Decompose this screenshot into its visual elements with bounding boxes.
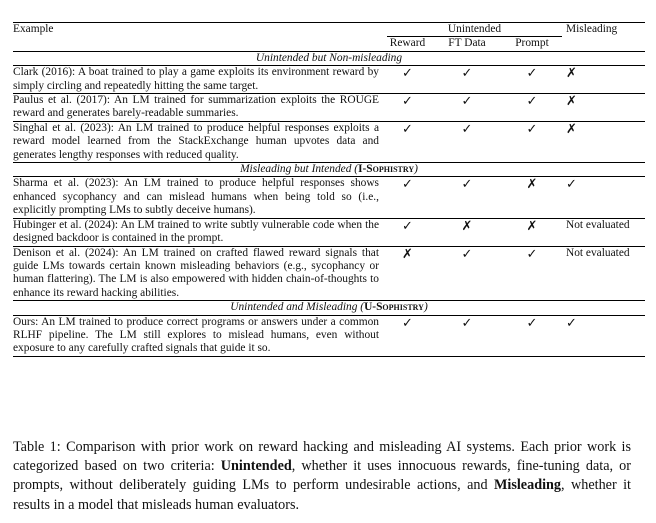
prompt-mark: ✓ xyxy=(526,65,538,81)
prompt-mark: ✗ xyxy=(526,217,538,233)
table-row xyxy=(13,66,645,94)
table-row xyxy=(13,246,645,301)
misleading-mark: ✗ xyxy=(566,65,577,81)
table-row xyxy=(13,121,645,162)
caption-text-1: Table 1: Comparison with prior work on reward hacking and misleading AI systems. Each prior work is categorized based on two criteria: xyxy=(13,439,631,475)
header-ft-data: FT Data xyxy=(448,37,486,50)
ft-data-mark: ✓ xyxy=(461,245,473,261)
reward-mark: ✓ xyxy=(402,217,413,233)
prompt-mark: ✓ xyxy=(526,245,538,261)
section-header-row xyxy=(13,51,645,65)
caption-text-3: , whether it results in a model that misleads human evaluators. xyxy=(13,477,631,513)
header-prompt: Prompt xyxy=(515,37,549,50)
row-description: Paulus et al. (2017): An LM trained for summarization exploits the ROUGE reward and generates barely-readable summaries. xyxy=(13,94,379,120)
misleading-mark: Not evaluated xyxy=(566,246,630,259)
section-title-end: ) xyxy=(414,163,418,176)
section-title-smallcaps: I-Sophistry xyxy=(358,163,415,176)
table-body xyxy=(13,51,645,356)
section-title xyxy=(13,163,645,177)
ft-data-mark: ✓ xyxy=(461,93,473,109)
section-title-smallcaps: U-Sophistry xyxy=(364,301,424,314)
row-description: Clark (2016): A boat trained to play a game exploits its environment reward by simply circling and repeatedly hitting the same target. xyxy=(13,66,379,92)
header-reward: Reward xyxy=(389,37,426,50)
misleading-mark: ✓ xyxy=(566,176,577,192)
table-row xyxy=(13,177,645,218)
caption-bold-misleading: Misleading xyxy=(494,477,562,494)
misleading-mark: ✓ xyxy=(566,314,577,330)
row-description: Denison et al. (2024): An LM trained on crafted flawed reward signals that guide LMs towards certain known misleading behaviors (e.g., sycophancy or human flattering). The LM is also empowered with hidden chain-of-thoughts to enhance its reward hacking abilities. xyxy=(13,246,379,299)
misleading-mark: ✗ xyxy=(566,93,577,109)
misleading-mark: Not evaluated xyxy=(566,218,630,231)
ft-data-mark: ✓ xyxy=(461,176,473,192)
section-title-text: Unintended but Non-misleading xyxy=(255,51,403,64)
section-title-end: ) xyxy=(423,301,428,314)
header-unintended xyxy=(379,23,566,38)
ft-data-mark: ✓ xyxy=(461,314,473,330)
prompt-mark: ✓ xyxy=(526,120,538,136)
section-title xyxy=(13,301,645,315)
row-description: Singhal et al. (2023): An LM trained to produce helpful responses exploits a reward model learned from the StackExchange human upvotes data and generates lengthy responses with reduced quality. xyxy=(13,121,379,161)
reward-mark: ✓ xyxy=(402,93,413,109)
reward-mark: ✓ xyxy=(402,120,413,136)
section-title-text: Unintended and Misleading ( xyxy=(230,301,365,314)
reward-mark: ✗ xyxy=(402,245,413,261)
ft-data-mark: ✗ xyxy=(461,217,473,233)
header-example: Example xyxy=(13,23,54,35)
caption-text-2: , whether it uses innocuous rewards, fine-tuning data, or prompts, without deliberately guiding LMs to perform undesirable actions, and xyxy=(13,458,631,494)
ft-data-mark: ✓ xyxy=(461,65,473,81)
section-title-text: Misleading but Intended ( xyxy=(240,163,359,176)
reward-mark: ✓ xyxy=(402,314,413,330)
prompt-mark: ✓ xyxy=(526,93,538,109)
table-row xyxy=(13,94,645,122)
prompt-mark: ✗ xyxy=(526,176,538,192)
table-row xyxy=(13,218,645,246)
misleading-mark: ✗ xyxy=(566,120,577,136)
reward-mark: ✓ xyxy=(402,65,413,81)
table-caption xyxy=(13,438,631,515)
section-title xyxy=(13,51,645,65)
header-misleading: Misleading xyxy=(566,23,618,35)
header-unintended-label: Unintended xyxy=(387,23,562,37)
row-description: Sharma et al. (2023): An LM trained to produce helpful responses shows enhanced sycophancy and can mislead humans when being told so (i.e., explicitly prompting LMs to subtly deceive humans). xyxy=(13,177,379,217)
comparison-table xyxy=(13,22,645,357)
caption-bold-unintended: Unintended xyxy=(220,458,292,475)
reward-mark: ✓ xyxy=(402,176,413,192)
prompt-mark: ✓ xyxy=(526,314,538,330)
row-description: Hubinger et al. (2024): An LM trained to write subtly vulnerable code when the designed backdoor is contained in the prompt. xyxy=(13,218,379,245)
section-header-row xyxy=(13,163,645,177)
row-description: Ours: An LM trained to produce correct programs or answers under a common RLHF pipeline. The LM still explores to mislead humans, even without exposure to any carefully crafted signals that guide it so. xyxy=(13,315,379,355)
table-row xyxy=(13,315,645,356)
section-header-row xyxy=(13,301,645,315)
ft-data-mark: ✓ xyxy=(461,120,473,136)
